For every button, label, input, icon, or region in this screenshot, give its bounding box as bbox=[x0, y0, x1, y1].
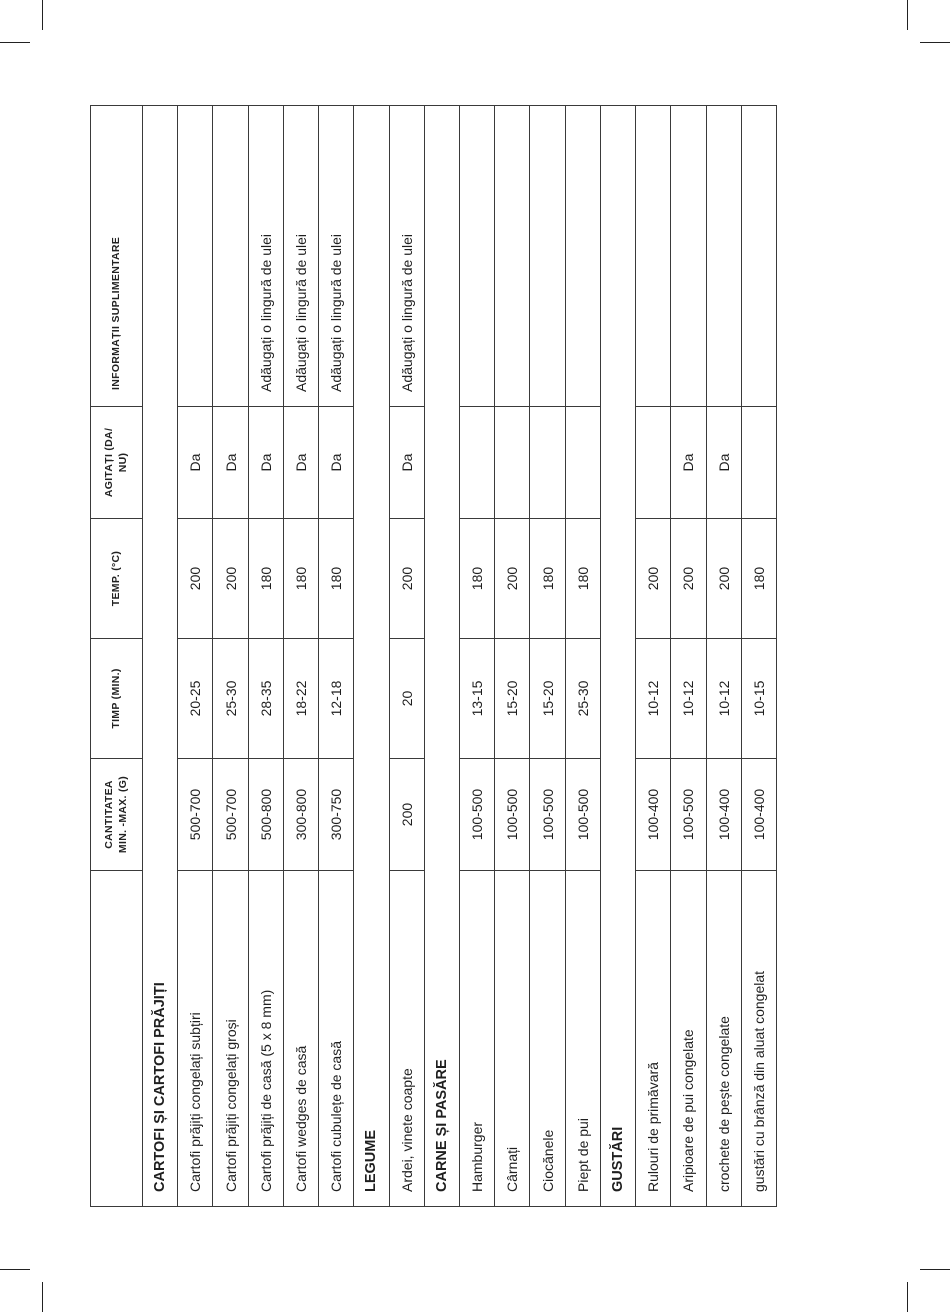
table-row bbox=[495, 106, 530, 1207]
time-cell: 15-20 bbox=[495, 639, 530, 759]
header-quantity: CANTITATEA MIN. -MAX. (G) bbox=[91, 759, 143, 871]
time-cell: 10-12 bbox=[706, 639, 741, 759]
category-title: CARNE ȘI PASĂRE bbox=[424, 871, 459, 1207]
time-cell: 28-35 bbox=[248, 639, 283, 759]
quantity-cell: 100-500 bbox=[565, 759, 600, 871]
time-cell: 18-22 bbox=[283, 639, 318, 759]
shake-cell bbox=[530, 407, 565, 519]
category-blank-cell bbox=[600, 759, 635, 871]
quantity-cell: 100-400 bbox=[636, 759, 671, 871]
food-cell: Cartofi prăjiți de casă (5 x 8 mm) bbox=[248, 871, 283, 1207]
crop-mark-bottom-right-h bbox=[920, 1269, 950, 1270]
food-cell: Cartofi cubulețe de casă bbox=[319, 871, 354, 1207]
crop-mark-bottom-left-h bbox=[0, 1269, 30, 1270]
food-cell: gustări cu brânză din aluat congelat bbox=[741, 871, 776, 1207]
info-cell bbox=[530, 106, 565, 407]
temp-cell: 180 bbox=[248, 519, 283, 639]
shake-cell: Da bbox=[178, 407, 213, 519]
category-row bbox=[600, 106, 635, 1207]
quantity-cell: 500-800 bbox=[248, 759, 283, 871]
temp-cell: 180 bbox=[741, 519, 776, 639]
category-blank-cell bbox=[143, 106, 178, 407]
table-row bbox=[565, 106, 600, 1207]
quantity-cell: 500-700 bbox=[213, 759, 248, 871]
cooking-table-rotated bbox=[90, 106, 777, 1207]
category-blank-cell bbox=[354, 106, 389, 407]
table-row bbox=[636, 106, 671, 1207]
shake-cell bbox=[495, 407, 530, 519]
category-blank-cell bbox=[354, 759, 389, 871]
shake-cell: Da bbox=[319, 407, 354, 519]
food-cell: Cartofi wedges de casă bbox=[283, 871, 318, 1207]
shake-cell: Da bbox=[248, 407, 283, 519]
quantity-cell: 300-800 bbox=[283, 759, 318, 871]
shake-cell: Da bbox=[389, 407, 424, 519]
info-cell: Adăugați o lingură de ulei bbox=[319, 106, 354, 407]
info-cell: Adăugați o lingură de ulei bbox=[389, 106, 424, 407]
table-row bbox=[319, 106, 354, 1207]
temp-cell: 200 bbox=[671, 519, 706, 639]
category-blank-cell bbox=[424, 639, 459, 759]
crop-mark-top-left-h bbox=[0, 42, 30, 43]
table-row bbox=[213, 106, 248, 1207]
quantity-cell: 300-750 bbox=[319, 759, 354, 871]
category-blank-cell bbox=[354, 407, 389, 519]
food-cell: Hamburger bbox=[459, 871, 494, 1207]
temp-cell: 200 bbox=[636, 519, 671, 639]
time-cell: 25-30 bbox=[213, 639, 248, 759]
header-time: TIMP (MIN.) bbox=[91, 639, 143, 759]
quantity-cell: 100-500 bbox=[459, 759, 494, 871]
category-blank-cell bbox=[143, 639, 178, 759]
food-cell: Ciocănele bbox=[530, 871, 565, 1207]
shake-cell: Da bbox=[706, 407, 741, 519]
temp-cell: 200 bbox=[706, 519, 741, 639]
category-blank-cell bbox=[143, 519, 178, 639]
table-row bbox=[706, 106, 741, 1207]
shake-cell: Da bbox=[283, 407, 318, 519]
time-cell: 10-15 bbox=[741, 639, 776, 759]
header-shake: AGITAȚI (DA/ NU) bbox=[91, 407, 143, 519]
header-temp: TEMP. (°C) bbox=[91, 519, 143, 639]
category-blank-cell bbox=[143, 759, 178, 871]
shake-cell: Da bbox=[213, 407, 248, 519]
table-row bbox=[389, 106, 424, 1207]
info-cell bbox=[459, 106, 494, 407]
category-row bbox=[354, 106, 389, 1207]
category-blank-cell bbox=[600, 639, 635, 759]
temp-cell: 180 bbox=[459, 519, 494, 639]
time-cell: 20 bbox=[389, 639, 424, 759]
temp-cell: 180 bbox=[283, 519, 318, 639]
table-row bbox=[671, 106, 706, 1207]
time-cell: 13-15 bbox=[459, 639, 494, 759]
shake-cell: Da bbox=[671, 407, 706, 519]
food-cell: Aripioare de pui congelate bbox=[671, 871, 706, 1207]
info-cell: Adăugați o lingură de ulei bbox=[248, 106, 283, 407]
info-cell bbox=[213, 106, 248, 407]
food-cell: Cartofi prăjiți congelați subțiri bbox=[178, 871, 213, 1207]
time-cell: 20-25 bbox=[178, 639, 213, 759]
category-blank-cell bbox=[600, 106, 635, 407]
category-blank-cell bbox=[354, 639, 389, 759]
category-blank-cell bbox=[354, 519, 389, 639]
shake-cell bbox=[459, 407, 494, 519]
crop-mark-bottom-right-v bbox=[907, 1282, 908, 1312]
category-blank-cell bbox=[424, 106, 459, 407]
info-cell bbox=[565, 106, 600, 407]
table-row bbox=[530, 106, 565, 1207]
food-cell: Rulouri de primăvară bbox=[636, 871, 671, 1207]
time-cell: 12-18 bbox=[319, 639, 354, 759]
table-body bbox=[143, 106, 777, 1207]
quantity-cell: 100-400 bbox=[741, 759, 776, 871]
header-row bbox=[91, 106, 143, 1207]
crop-mark-top-left-v bbox=[42, 0, 43, 30]
table-row bbox=[741, 106, 776, 1207]
food-cell: Cartofi prăjiți congelați groși bbox=[213, 871, 248, 1207]
time-cell: 25-30 bbox=[565, 639, 600, 759]
food-cell: Ardei, vinete coapte bbox=[389, 871, 424, 1207]
crop-mark-top-right-v bbox=[907, 0, 908, 30]
table-row bbox=[178, 106, 213, 1207]
quantity-cell: 500-700 bbox=[178, 759, 213, 871]
category-row bbox=[424, 106, 459, 1207]
info-cell bbox=[178, 106, 213, 407]
quantity-cell: 100-500 bbox=[495, 759, 530, 871]
category-title: CARTOFI ȘI CARTOFI PRĂJIȚI bbox=[143, 871, 178, 1207]
temp-cell: 200 bbox=[178, 519, 213, 639]
category-title: LEGUME bbox=[354, 871, 389, 1207]
table-row bbox=[459, 106, 494, 1207]
info-cell bbox=[741, 106, 776, 407]
category-row bbox=[143, 106, 178, 1207]
temp-cell: 200 bbox=[495, 519, 530, 639]
shake-cell bbox=[741, 407, 776, 519]
crop-mark-bottom-left-v bbox=[42, 1282, 43, 1312]
cooking-table bbox=[90, 105, 777, 1207]
food-cell: Piept de pui bbox=[565, 871, 600, 1207]
category-blank-cell bbox=[424, 407, 459, 519]
header-info: INFORMAȚII SUPLIMENTARE bbox=[91, 106, 143, 407]
shake-cell bbox=[565, 407, 600, 519]
info-cell: Adăugați o lingură de ulei bbox=[283, 106, 318, 407]
info-cell bbox=[495, 106, 530, 407]
category-blank-cell bbox=[424, 519, 459, 639]
quantity-cell: 100-400 bbox=[706, 759, 741, 871]
info-cell bbox=[706, 106, 741, 407]
quantity-cell: 200 bbox=[389, 759, 424, 871]
category-title: GUSTĂRI bbox=[600, 871, 635, 1207]
time-cell: 10-12 bbox=[636, 639, 671, 759]
table-row bbox=[248, 106, 283, 1207]
info-cell bbox=[636, 106, 671, 407]
time-cell: 10-12 bbox=[671, 639, 706, 759]
table-row bbox=[283, 106, 318, 1207]
quantity-cell: 100-500 bbox=[530, 759, 565, 871]
temp-cell: 200 bbox=[389, 519, 424, 639]
temp-cell: 200 bbox=[213, 519, 248, 639]
category-blank-cell bbox=[600, 519, 635, 639]
shake-cell bbox=[636, 407, 671, 519]
temp-cell: 180 bbox=[565, 519, 600, 639]
temp-cell: 180 bbox=[530, 519, 565, 639]
time-cell: 15-20 bbox=[530, 639, 565, 759]
crop-mark-top-right-h bbox=[920, 42, 950, 43]
category-blank-cell bbox=[143, 407, 178, 519]
category-blank-cell bbox=[424, 759, 459, 871]
header-food bbox=[91, 871, 143, 1207]
info-cell bbox=[671, 106, 706, 407]
food-cell: crochete de pește congelate bbox=[706, 871, 741, 1207]
food-cell: Cârnați bbox=[495, 871, 530, 1207]
quantity-cell: 100-500 bbox=[671, 759, 706, 871]
temp-cell: 180 bbox=[319, 519, 354, 639]
category-blank-cell bbox=[600, 407, 635, 519]
